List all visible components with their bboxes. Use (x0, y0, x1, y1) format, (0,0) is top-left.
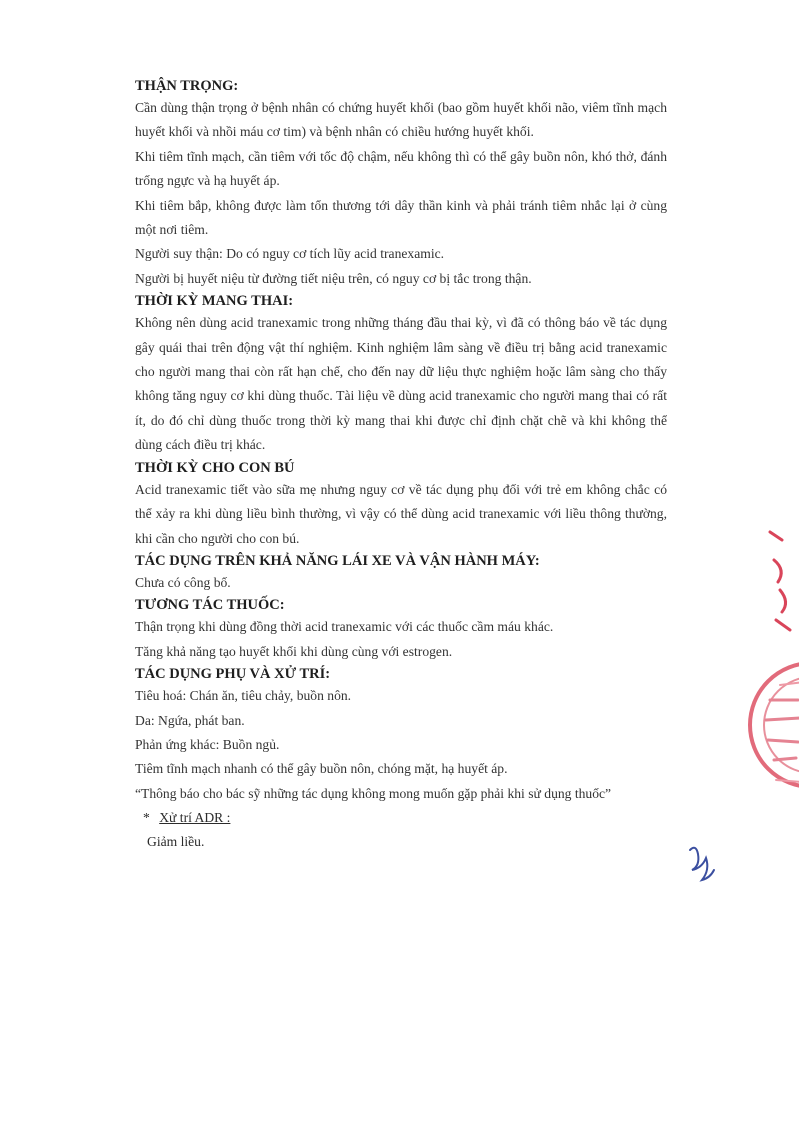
paragraph: Thận trọng khi dùng đồng thời acid tranexamic với các thuốc cầm máu khác. (135, 619, 554, 635)
paragraph: “Thông báo cho bác sỹ những tác dụng không mong muốn gặp phải khi sử dụng thuốc” (135, 785, 612, 801)
paragraph: Khi tiêm tĩnh mạch, cần tiêm với tốc độ chậm, nếu không thì có thể gây buồn nôn, khó thở, đánh trống ngực và hạ huyết áp. (135, 148, 667, 189)
paragraph: Người suy thận: Do có nguy cơ tích lũy acid tranexamic. (135, 246, 445, 262)
round-stamp-icon (740, 640, 799, 810)
paragraph: Phản ứng khác: Buồn ngủ. (135, 736, 280, 752)
paragraph: Da: Ngứa, phát ban. (135, 712, 245, 728)
paragraph: Tiêm tĩnh mạch nhanh có thể gây buồn nôn, chóng mặt, hạ huyết áp. (135, 761, 508, 777)
adr-label: Xử trí ADR : (159, 810, 231, 826)
heading-thoi-ky-mang-thai: THỜI KỲ MANG THAI: (135, 293, 294, 310)
heading-tuong-tac-thuoc: TƯƠNG TÁC THUỐC: (135, 597, 285, 614)
adr-line (135, 806, 667, 830)
paragraph: Tăng khả năng tạo huyết khối khi dùng cùng với estrogen. (135, 643, 453, 659)
paragraph: Chưa có công bố. (135, 574, 231, 590)
adr-text: Giảm liều. (147, 834, 205, 850)
heading-tac-dung-phu: TÁC DỤNG PHỤ VÀ XỬ TRÍ: (135, 666, 331, 683)
document-body (135, 76, 667, 854)
paragraph: Cần dùng thận trọng ở bệnh nhân có chứng huyết khối (bao gồm huyết khối não, viêm tĩnh mạch huyết khối và nhồi máu cơ tim) và bệnh nhân có chiều hướng huyết khối. (135, 100, 667, 140)
paragraph: Tiêu hoá: Chán ăn, tiêu chảy, buồn nôn. (135, 688, 352, 704)
paragraph: Khi tiêm bắp, không được làm tổn thương tới dây thần kinh và phải tránh tiêm nhắc lại ở cùng một nơi tiêm. (135, 197, 667, 238)
heading-than-trong: THẬN TRỌNG: (135, 78, 239, 94)
paragraph: Acid tranexamic tiết vào sữa mẹ nhưng nguy cơ về tác dụng phụ đối với trẻ em không chắc có thể xảy ra khi dùng liều bình thường, vì vậy có thể dùng acid tranexamic với liều thông thường, khi cần cho người cho con bú. (135, 481, 667, 546)
bullet-marker: * (143, 810, 150, 826)
paragraph: Người bị huyết niệu từ đường tiết niệu trên, có nguy cơ bị tắc trong thận. (135, 270, 532, 286)
heading-thoi-ky-cho-con-bu: THỜI KỲ CHO CON BÚ (135, 459, 295, 476)
red-mark-icon (760, 520, 799, 640)
heading-lai-xe-van-hanh-may: TÁC DỤNG TRÊN KHẢ NĂNG LÁI XE VÀ VẬN HÀNH MÁY: (135, 552, 540, 569)
paragraph: Không nên dùng acid tranexamic trong những tháng đầu thai kỳ, vì đã có thông báo về tác dụng gây quái thai trên động vật thí nghiệm. Kinh nghiệm lâm sàng về điều trị bằng acid tranexamic cho người mang thai còn rất hạn chế, cho đến nay dữ liệu thực nghiệm hoặc lâm sàng cho thấy không tăng nguy cơ khi dùng thuốc. Tài liệu về dùng acid tranexamic cho người mang thai có rất ít, do đó chỉ dùng thuốc trong thời kỳ mang thai khi được chỉ định chặt chẽ và khi không thể dùng cách điều trị khác. (135, 315, 667, 453)
signature-icon (684, 840, 720, 890)
